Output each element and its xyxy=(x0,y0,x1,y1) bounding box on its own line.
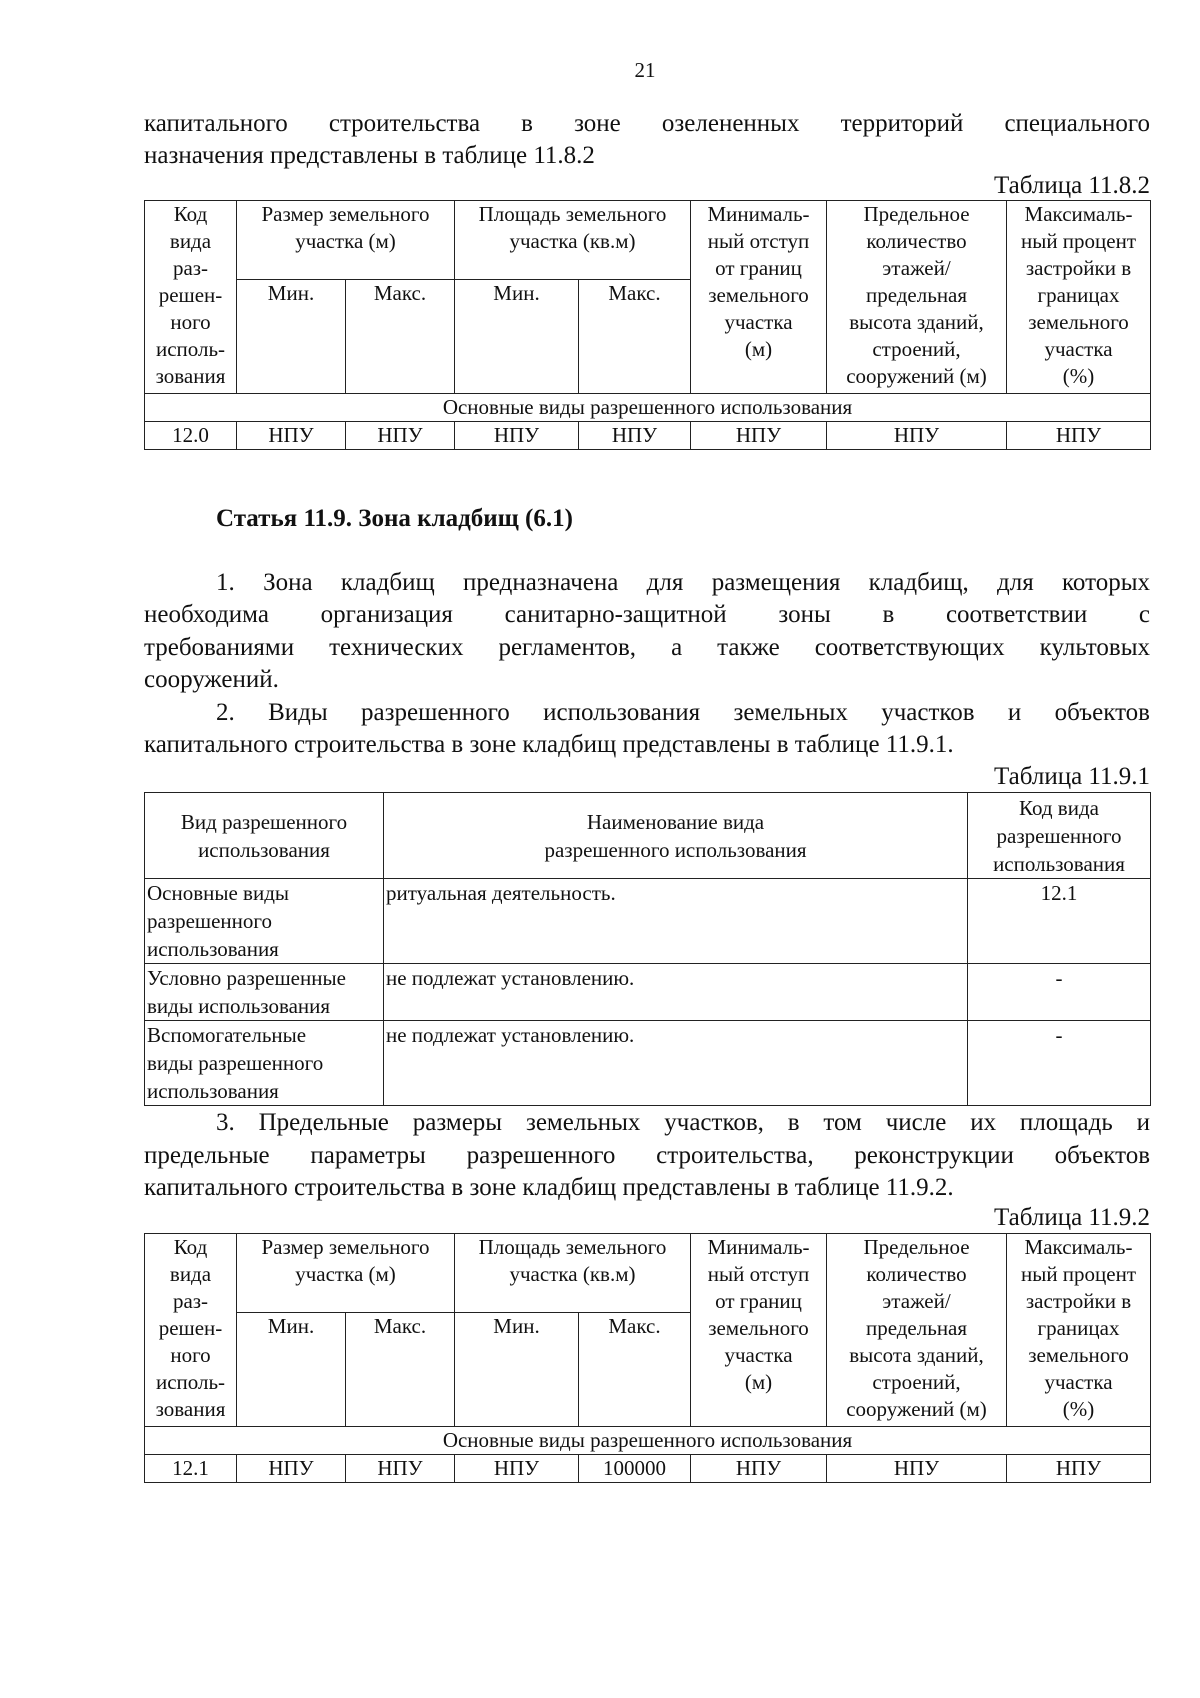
header-size-min: Мин. xyxy=(237,280,346,394)
table-caption-11-9-1: Таблица 11.9.1 xyxy=(994,763,1150,790)
header-size-max: Макс. xyxy=(346,280,455,394)
header-area-min: Мин. xyxy=(455,280,579,394)
cell-min-offset: НПУ xyxy=(691,1455,827,1483)
header-max-percent: Максималь- ный процент застройки в границах земельного участка (%) xyxy=(1007,201,1151,394)
header-size-min: Мин. xyxy=(237,1313,346,1427)
header-use-code: Код вида разрешенного использования xyxy=(968,793,1151,879)
cell-size-min: НПУ xyxy=(237,1455,346,1483)
header-min-offset: Минималь- ный отступ от границ земельного участка (м) xyxy=(691,1234,827,1427)
cell-area-min: НПУ xyxy=(455,422,579,450)
table-caption-11-9-2: Таблица 11.9.2 xyxy=(994,1204,1150,1231)
header-floors: Предельное количество этажей/ предельная высота зданий, строений, сооружений (м) xyxy=(827,201,1007,394)
paragraph-2-line-1: 2. Виды разрешенного использования земельных участков и объектов xyxy=(216,699,1150,726)
table-11-8-2 xyxy=(144,200,1151,450)
header-area-min: Мин. xyxy=(455,1313,579,1427)
cell-size-min: НПУ xyxy=(237,422,346,450)
table-row xyxy=(145,1455,1151,1483)
article-heading: Статья 11.9. Зона кладбищ (6.1) xyxy=(216,505,573,532)
paragraph-2-line-2: капитального строительства в зоне кладбищ представлены в таблице 11.9.1. xyxy=(144,731,954,758)
table-row xyxy=(145,1021,1151,1106)
cell-use-code: - xyxy=(968,1021,1151,1106)
section-row: Основные виды разрешенного использования xyxy=(145,1427,1151,1455)
header-floors: Предельное количество этажей/ предельная высота зданий, строений, сооружений (м) xyxy=(827,1234,1007,1427)
table-caption-11-8-2: Таблица 11.8.2 xyxy=(994,172,1150,199)
cell-code: 12.0 xyxy=(145,422,237,450)
header-plot-area: Площадь земельного участка (кв.м) xyxy=(455,1234,691,1313)
header-code: Код вида раз- решен- ного исполь- зования xyxy=(145,1234,237,1427)
cell-floors: НПУ xyxy=(827,1455,1007,1483)
header-area-max: Макс. xyxy=(579,280,691,394)
cell-max-percent: НПУ xyxy=(1007,1455,1151,1483)
header-plot-area: Площадь земельного участка (кв.м) xyxy=(455,201,691,280)
paragraph-1-line-4: сооружений. xyxy=(144,666,279,693)
table-11-9-1 xyxy=(144,792,1151,1106)
cell-size-max: НПУ xyxy=(346,422,455,450)
cell-min-offset: НПУ xyxy=(691,422,827,450)
paragraph-1-line-1: 1. Зона кладбищ предназначена для размещения кладбищ, для которых xyxy=(216,569,1150,596)
table-row xyxy=(145,964,1151,1021)
header-max-percent: Максималь- ный процент застройки в границах земельного участка (%) xyxy=(1007,1234,1151,1427)
paragraph-1-line-2: необходима организация санитарно-защитной зоны в соответствии с xyxy=(144,601,1150,628)
header-min-offset: Минималь- ный отступ от границ земельного участка (м) xyxy=(691,201,827,394)
cell-size-max: НПУ xyxy=(346,1455,455,1483)
cell-use-name: ритуальная деятельность. xyxy=(384,879,968,964)
cell-max-percent: НПУ xyxy=(1007,422,1151,450)
header-code: Код вида раз- решен- ного исполь- зования xyxy=(145,201,237,394)
header-size-max: Макс. xyxy=(346,1313,455,1427)
section-row: Основные виды разрешенного использования xyxy=(145,394,1151,422)
table-11-9-2 xyxy=(144,1233,1151,1483)
paragraph-3-line-2: предельные параметры разрешенного строительства, реконструкции объектов xyxy=(144,1142,1150,1169)
header-area-max: Макс. xyxy=(579,1313,691,1427)
cell-floors: НПУ xyxy=(827,422,1007,450)
cell-code: 12.1 xyxy=(145,1455,237,1483)
cell-use-code: - xyxy=(968,964,1151,1021)
cell-use-name: не подлежат установлению. xyxy=(384,1021,968,1106)
cell-area-max: НПУ xyxy=(579,422,691,450)
paragraph-1-line-3: требованиями технических регламентов, а также соответствующих культовых xyxy=(144,634,1150,661)
cell-area-min: НПУ xyxy=(455,1455,579,1483)
paragraph-3-line-1: 3. Предельные размеры земельных участков, в том числе их площадь и xyxy=(216,1109,1150,1136)
cell-use-type: Вспомогательные виды разрешенного использования xyxy=(145,1021,384,1106)
intro-line-1: капитального строительства в зоне озелененных территорий специального xyxy=(144,110,1150,137)
cell-area-max: 100000 xyxy=(579,1455,691,1483)
header-use-type: Вид разрешенного использования xyxy=(145,793,384,879)
header-plot-size: Размер земельного участка (м) xyxy=(237,201,455,280)
cell-use-type: Условно разрешенные виды использования xyxy=(145,964,384,1021)
paragraph-3-line-3: капитального строительства в зоне кладбищ представлены в таблице 11.9.2. xyxy=(144,1174,954,1201)
cell-use-name: не подлежат установлению. xyxy=(384,964,968,1021)
table-row xyxy=(145,422,1151,450)
table-row xyxy=(145,879,1151,964)
header-use-name: Наименование вида разрешенного использования xyxy=(384,793,968,879)
intro-line-2: назначения представлены в таблице 11.8.2 xyxy=(144,142,595,169)
header-plot-size: Размер земельного участка (м) xyxy=(237,1234,455,1313)
page-number: 21 xyxy=(634,58,656,82)
cell-use-code: 12.1 xyxy=(968,879,1151,964)
cell-use-type: Основные виды разрешенного использования xyxy=(145,879,384,964)
